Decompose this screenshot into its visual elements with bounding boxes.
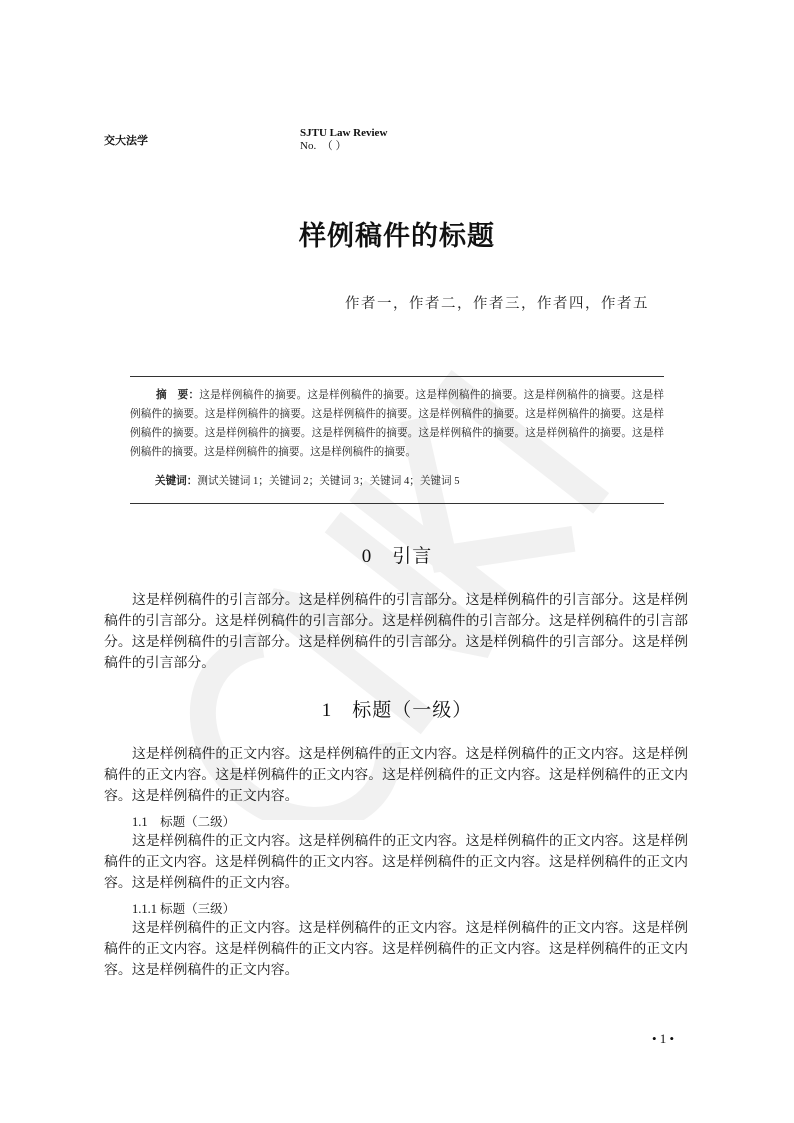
- abstract: [130, 386, 664, 462]
- journal-name-en: SJTU Law Review: [300, 127, 388, 139]
- page-number: • 1 •: [652, 1031, 675, 1046]
- intro-paragraph: 这是样例稿件的引言部分。这是样例稿件的引言部分。这是样例稿件的引言部分。这是样例稿件的引言部分。这是样例稿件的引言部分。这是样例稿件的引言部分。这是样例稿件的引言部分。这是样例稿件的引言部分。这是样例稿件的引言部分。这是样例稿件的引言部分。这是样例稿件的引言部分。: [104, 593, 688, 671]
- body-paragraph-level3: 这是样例稿件的正文内容。这是样例稿件的正文内容。这是样例稿件的正文内容。这是样例稿件的正文内容。这是样例稿件的正文内容。这是样例稿件的正文内容。这是样例稿件的正文内容。这是样例稿件的正文内容。: [104, 921, 688, 978]
- keywords-text: 测试关键词 1；关键词 2；关键词 3；关键词 4；关键词 5: [197, 476, 460, 487]
- page-title: 样例稿件的标题: [299, 221, 495, 252]
- body-paragraph-level1: 这是样例稿件的正文内容。这是样例稿件的正文内容。这是样例稿件的正文内容。这是样例稿件的正文内容。这是样例稿件的正文内容。这是样例稿件的正文内容。这是样例稿件的正文内容。这是样例稿件的正文内容。: [104, 747, 688, 804]
- section-heading-intro: 0 引言: [361, 546, 433, 567]
- body-paragraph-level2: 这是样例稿件的正文内容。这是样例稿件的正文内容。这是样例稿件的正文内容。这是样例稿件的正文内容。这是样例稿件的正文内容。这是样例稿件的正文内容。这是样例稿件的正文内容。这是样例稿件的正文内容。: [104, 834, 688, 891]
- abstract-label: 摘 要：: [156, 389, 200, 401]
- abstract-box: [130, 376, 664, 504]
- abstract-text: 这是样例稿件的摘要。这是样例稿件的摘要。这是样例稿件的摘要。这是样例稿件的摘要。这是样例稿件的摘要。这是样例稿件的摘要。这是样例稿件的摘要。这是样例稿件的摘要。这是样例稿件的摘要。这是样例稿件的摘要。这是样例稿件的摘要。这是样例稿件的摘要。这是样例稿件的摘要。这是样例稿件的摘要。这是样例稿件的摘要。这是样例稿件的摘要。这是样例稿件的摘要。: [130, 390, 665, 458]
- section-heading-level2: 1.1 标题（二级）: [132, 815, 236, 829]
- authors: 作者一，作者二，作者三，作者四，作者五: [345, 296, 649, 312]
- journal-name-cn: 交大法学: [104, 134, 148, 147]
- page-header: [0, 127, 794, 157]
- section-heading-level1: 1 标题（一级）: [321, 700, 473, 721]
- keywords-label: 关键词：: [155, 475, 198, 487]
- keywords: [155, 472, 664, 491]
- journal-header: [300, 127, 387, 153]
- section-heading-level3: 1.1.1 标题（三级）: [132, 902, 236, 916]
- issue-number: No. （ ）: [300, 140, 347, 152]
